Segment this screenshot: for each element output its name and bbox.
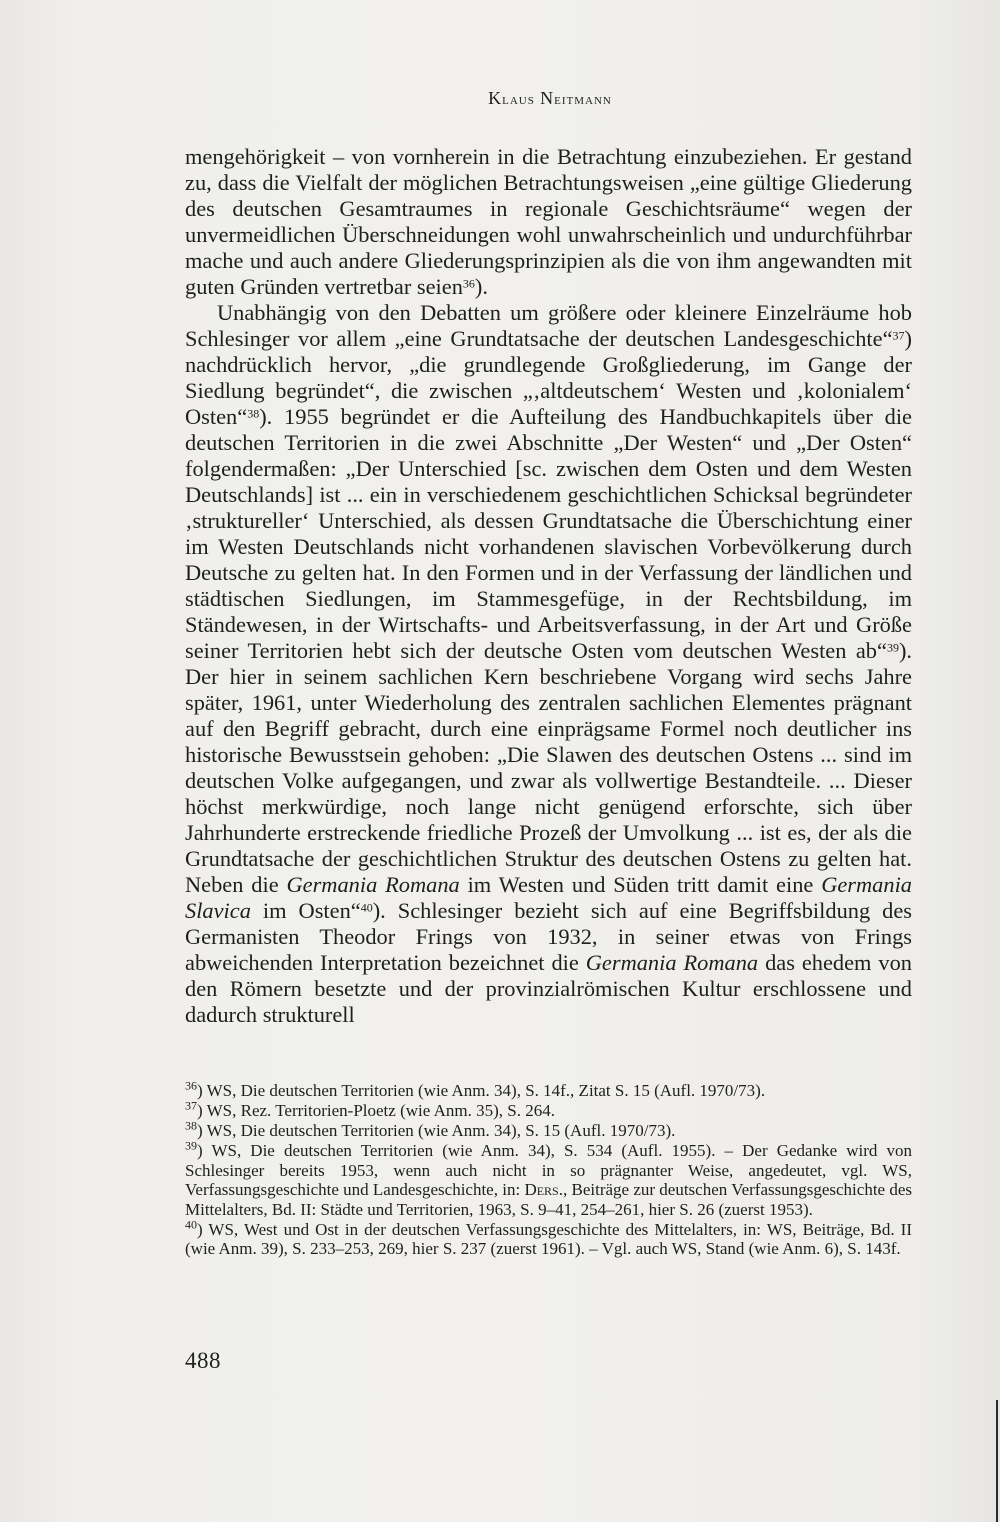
footnote-text: ) WS, Die deutschen Territorien (wie Anm. 34), S. 534 (Aufl. 1955). – Der Gedanke wird von Schlesinger bereits 1953, wenn auch nicht in so prägnanter Weise, angedeutet, vgl. WS, Verfassungsgeschichte und Landesgeschichte, in: [185, 1141, 912, 1199]
footnote-number: 39 [185, 1138, 197, 1153]
running-head-last-name: eitmann [554, 92, 612, 108]
main-text [185, 144, 912, 1028]
paragraph-2-text-g: ). Schlesinger bezieht sich auf eine Begriffsbildung des Germanisten Theodor Frings von 1932, in seiner etwas von Frings abweichenden Interpretation bezeichnet die [185, 898, 912, 975]
paragraph-1-end: ). [474, 274, 488, 299]
paragraph-2-text-c: ). 1955 begründet er die Aufteilung des Handbuchkapitels über die deutschen Territorien in die zwei Abschnitte „Der Westen“ und „Der Osten“ folgendermaßen: „Der Unterschied [sc. zwischen dem Osten und dem Westen Deutschlands] ist ... ein in verschiedenem geschichtlichen Schicksal begründeter ‚struktureller‘ Unterschied, als dessen Grundtatsache die Überschichtung einer im Westen Deutschlands nicht vorhandenen slavischen Vorbevölkerung durch Deutsche zu gelten hat. In den Formen und in der Verfassung der ländlichen und städtischen Siedlungen, im Stammesgefüge, in der Rechtsbildung, im Ständewesen, in der Wirtschafts- und Arbeitsverfassung, in der Art und Größe seiner Territorien hebt sich der deutsche Osten vom deutschen Westen ab“ [185, 404, 912, 663]
footnote-ref-37[interactable]: 37 [892, 328, 905, 343]
footnote-38 [185, 1118, 912, 1141]
page-edge-shadow [996, 1400, 998, 1522]
footnote-text: ) WS, Rez. Territorien-Ploetz (wie Anm. 35), S. 264. [197, 1101, 555, 1120]
running-head-initial-first: K [488, 88, 503, 108]
paragraph-1-text: mengehörigkeit – von vornherein in die Betrachtung einzubeziehen. Er gestand zu, dass die Vielfalt der möglichen Betrachtungsweisen „eine gültige Gliederung des deutschen Gesamtraumes in regionale Geschichtsräume“ wegen der unvermeidlichen Überschneidungen wohl unwahrscheinlich und undurchführbar mache und auch andere Gliederungsprinzipien als die von ihm angewandten mit guten Gründen vertretbar seien [185, 144, 912, 299]
footnote-39 [185, 1138, 912, 1219]
footnote-ders: Ders. [524, 1180, 563, 1199]
italic-term-germania-slavica: Germania Slavica [185, 872, 912, 923]
footnote-ref-36[interactable]: 36 [462, 276, 475, 291]
italic-term-germania-romana-2: Germania Romana [585, 950, 759, 975]
footnote-text: ) WS, Die deutschen Territorien (wie Anm. 34), S. 14f., Zitat S. 15 (Aufl. 1970/73). [197, 1081, 766, 1100]
footnote-number: 37 [185, 1098, 197, 1113]
footnote-number: 38 [185, 1118, 197, 1133]
paragraph-2-text-d: ). Der hier in seinem sachlichen Kern beschriebene Vorgang wird sechs Jahre später, 1961, unter Wiederholung des zentralen sachlichen Elementes prägnant auf den Begriff gebracht, durch eine einprägsame Formel noch deutlicher ins historische Bewusstsein gehoben: „Die Slawen des deutschen Ostens ... sind im deutschen Volke aufgegangen, und zwar als vollwertige Bestandteile. ... Dieser höchst merkwürdige, noch lange nicht genügend erforschte, sich über Jahrhunderte erstreckende friedliche Prozeß der Umvolkung ... ist es, der als die Grundtatsache der geschichtlichen Struktur des deutschen Ostens zu gelten hat. Neben die [185, 638, 912, 897]
paragraph-1 [185, 144, 912, 300]
footnote-ref-39[interactable]: 39 [886, 640, 899, 655]
paragraph-2-text-f: im Osten“ [250, 898, 361, 923]
footnotes [185, 1078, 912, 1259]
footnote-37 [185, 1098, 912, 1121]
paragraph-2 [185, 300, 912, 1028]
footnote-ref-38[interactable]: 38 [247, 406, 260, 421]
running-head [185, 88, 915, 109]
paragraph-2-text-e: im Westen und Süden tritt damit eine [459, 872, 822, 897]
running-head-initial-last: N [540, 88, 555, 108]
footnote-text: ) WS, Die deutschen Territorien (wie Anm. 34), S. 15 (Aufl. 1970/73). [197, 1121, 676, 1140]
paragraph-2-text-b: ) nachdrücklich hervor, „die grundlegende Großgliederung, im Gange der Siedlung begründet“, die zwischen „‚altdeutschem‘ Westen und ‚kolonialem‘ Osten“ [185, 326, 912, 429]
paragraph-2-text-h: das ehedem von den Römern besetzte und der provinzialrömischen Kultur erschlossene und dadurch strukturell [185, 950, 912, 1027]
page-number: 488 [185, 1348, 221, 1373]
footnote-40 [185, 1216, 912, 1259]
footnote-number: 36 [185, 1078, 197, 1093]
running-head-first-name: laus [502, 92, 535, 108]
footnote-36 [185, 1078, 912, 1101]
footnote-ref-40[interactable]: 40 [360, 900, 373, 915]
footnote-number: 40 [185, 1216, 197, 1231]
footnote-text: ) WS, West und Ost in der deutschen Verfassungsgeschichte des Mittelalters, in: WS, Beiträge, Bd. II (wie Anm. 39), S. 233–253, 269, hier S. 237 (zuerst 1961). – Vgl. auch WS, Stand (wie Anm. 6), S. 143f. [185, 1219, 912, 1258]
paragraph-2-text-a: Unabhängig von den Debatten um größere oder kleinere Einzelräume hob Schlesinger vor allem „eine Grundtatsache der deutschen Landesgeschichte“ [185, 300, 912, 351]
italic-term-germania-romana: Germania Romana [286, 872, 460, 897]
footnote-text-continued: , Beiträge zur deutschen Verfassungsgeschichte des Mittelalters, Bd. II: Städte und Territorien, 1963, S. 9–41, 254–261, hier S. 26 (zuerst 1953). [185, 1180, 912, 1219]
